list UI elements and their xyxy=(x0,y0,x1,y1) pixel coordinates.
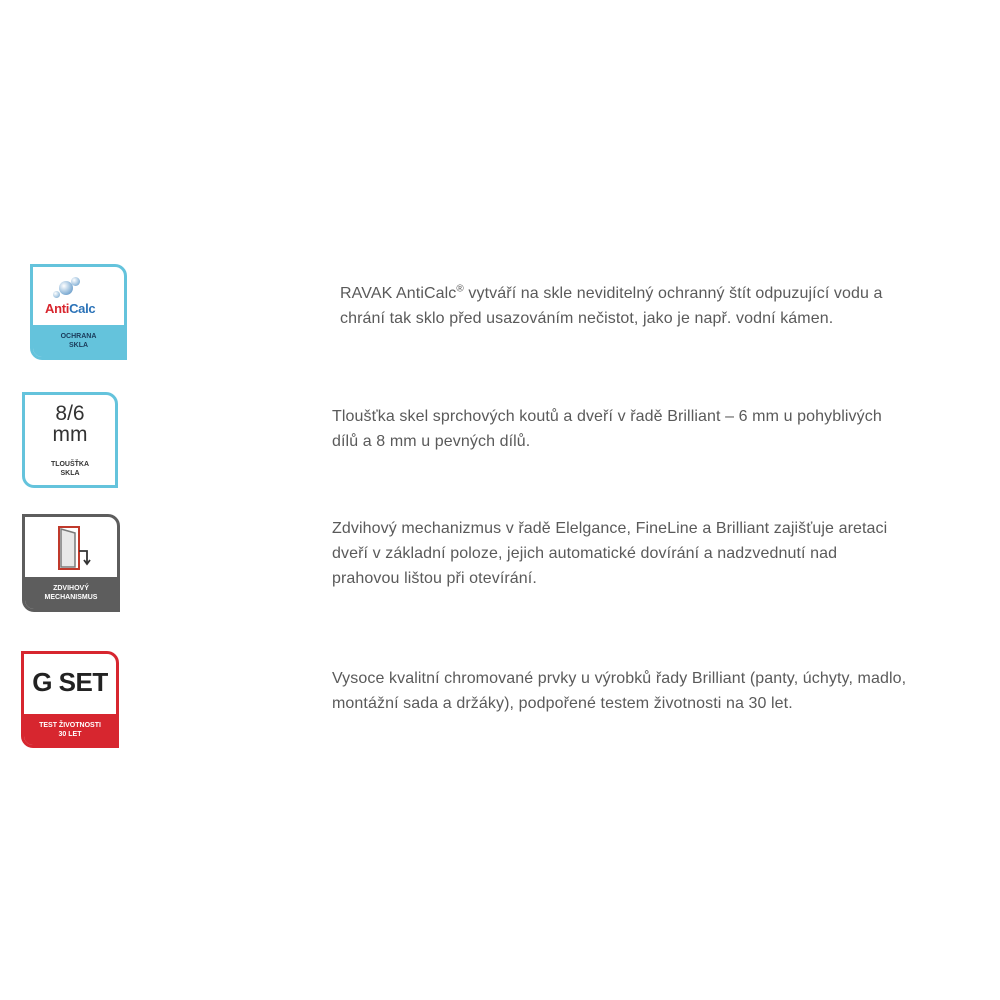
description-text: vytváří na skle neviditelný ochranný štít odpuzující vodu a xyxy=(463,285,883,302)
logo-anti-text: Anti xyxy=(45,301,70,316)
description-line: montážní sada a držáky), podpořené testem životnosti na 30 let. xyxy=(332,695,793,712)
feature-description xyxy=(340,281,980,331)
badge-footer-line: SKLA xyxy=(60,470,80,477)
thickness-value xyxy=(25,403,115,445)
description-line xyxy=(340,281,980,306)
badge-footer xyxy=(25,577,117,609)
description-line: Tloušťka skel sprchových koutů a dveří v řadě Brilliant – 6 mm u pohyblivých xyxy=(332,408,882,425)
thickness-unit: mm xyxy=(52,423,88,446)
feature-description xyxy=(332,666,982,716)
description-line: dílů a 8 mm u pevných dílů. xyxy=(332,433,531,450)
water-drop-icon xyxy=(71,277,80,286)
description-line: chrání tak sklo před usazováním nečistot, jako je např. vodní kámen. xyxy=(340,310,834,327)
feature-description xyxy=(332,516,982,591)
gset-value: G SET xyxy=(32,667,108,697)
anticalc-badge xyxy=(30,264,127,360)
feature-description xyxy=(332,404,982,454)
badge-footer xyxy=(33,325,124,357)
badge-footer xyxy=(25,453,115,485)
water-drop-icon xyxy=(53,291,60,298)
description-line: Zdvihový mechanizmus v řadě Elelgance, FineLine a Brilliant zajišťuje aretaci xyxy=(332,520,888,537)
description-line: dveří v základní poloze, jejich automatické dovírání a nadzvednutí nad xyxy=(332,545,838,562)
door-lift-icon xyxy=(49,523,93,573)
registered-mark: ® xyxy=(456,283,464,295)
lift-mechanism-badge xyxy=(22,514,120,612)
description-line: Vysoce kvalitní chromované prvky u výrobků řady Brilliant (panty, úchyty, madlo, xyxy=(332,670,907,687)
logo-calc-text: Calc xyxy=(69,301,96,316)
badge-footer-line: TLOUŠŤKA xyxy=(50,461,90,468)
thickness-number: 8/6 xyxy=(55,402,85,425)
anticalc-logo xyxy=(45,301,95,316)
badge-footer-line: ZDVIHOVÝ xyxy=(53,585,89,592)
badge-footer-line: TEST ŽIVOTNOSTI xyxy=(39,721,101,729)
description-line: prahovou lištou při otevírání. xyxy=(332,570,537,587)
badge-footer-line: OCHRANA xyxy=(60,333,97,340)
badge-footer-line: MECHANISMUS xyxy=(44,594,98,601)
glass-thickness-badge xyxy=(22,392,118,488)
brand-text: RAVAK AntiCalc xyxy=(340,285,457,302)
badge-footer-line: 30 LET xyxy=(58,730,82,738)
gset-badge xyxy=(21,651,119,748)
badge-footer-line: SKLA xyxy=(68,342,89,349)
badge-footer xyxy=(24,714,116,745)
